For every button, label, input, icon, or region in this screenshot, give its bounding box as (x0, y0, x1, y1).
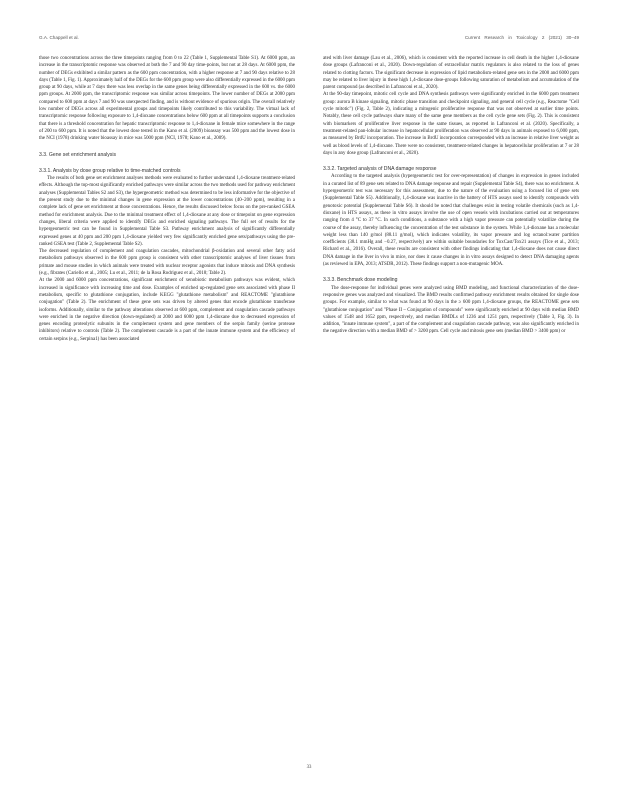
paragraph-gap (323, 157, 579, 166)
body-paragraph: ated with liver damage (Lau et al., 2006), which is consistent with the reported increase in cell death in the higher 1,4-dioxane dose groups (Lafranconi et al., 2020). Down-regulation of extracellular matrix regulators is also related to the loss of genes related to clotting factors. The significant decrease in expression of lipid metabolism-related gene sets in the 2000 and 6000 ppm may be related to liver injury in these high 1,4-dioxane dose-groups following saturation of metabolism and accumulation of the parent compound (as described in Lafranconi et al., 2020). (323, 56, 579, 91)
body-paragraph: At the 90-day timepoint, mitotic cell cycle and DNA synthesis pathways were significantly enriched in the 6000 ppm treatment group: aurora B kinase signaling, mitotic phase transition and checkpoint signaling, and general cell cycle (e.g., Reactome "Cell cycle mitotic") (Fig. 2, Table 2), indicating a mitogenic proliferative response that was not observed at earlier time points. Notably, these cell cycle pathways share many of the same gene members as the cell cycle gene sets (Fig. 2). This is consistent with biomarkers of proliferative liver response in the same tissues, as reported in Lafranconi et al. (2020). Specifically, a treatment-related pan-lobular increase in hepatocellular proliferation was observed at 90 days in animals exposed to 6,000 ppm, as measured by BrdU incorporation. The increase in BrdU incorporation corresponded with an increase in relative liver weight as well as blood levels of 1,4-dioxane. There were no consistent, treatment-related changes in hepatocellular proliferation at 7 or 28 days in any dose group (Lafranconi et al., 2020). (323, 92, 579, 156)
body-paragraph: According to the targeted analysis (hypergeometric test for over-representation) of changes in expression in genes included in a curated list of 89 gene sets related to DNA damage response and repair (Supplemental Table S4), there was no enrichment. A hypergeometric test was necessary for this assessment, due to the nature of the evaluation using a focused list of gene sets (Supplemental Table S5). Additionally, 1,4-dioxane was inactive in the battery of HTS assays used to identify compounds with genotoxic potential (Supplemental Table S6). It should be noted that challenges exist in testing volatile chemicals (such as 1,4-dioxane) in HTS assays, as these in vitro assays involve the use of open vessels with incubations carried out at temperatures ranging from 4 °C to 37 °C. In such conditions, a substance with a high vapor pressure can potentially volatilize during the course of the assay, thereby influencing the concentration of the test substance in the system. While 1,4-dioxane has a molecular weight less than 140 g/mol (88.11 g/mol), which indicates volatility, its vapor pressure and log octanol:water partition coefficients (38.1 mmHg and −0.27, respectively) are within suitable boundaries for ToxCast/Tox21 assays (Tice et al., 2013; Richard et al., 2016). Overall, these results are consistent with other findings indicating that 1,4-dioxane does not cause direct DNA damage in the liver in vivo in mice, nor does it cause changes in in vitro assays designed to detect DNA damaging agents (as reviewed in EPA, 2013; ATSDR, 2012). These findings support a non-mutagenic MOA. (323, 174, 579, 268)
right-text-column (323, 55, 579, 745)
section-heading: 3.3.3. Benchmark dose modeling (323, 277, 398, 284)
left-text-column (39, 55, 295, 745)
section-heading: 3.3.2. Targeted analysis of DNA damage response (323, 166, 437, 173)
paragraph-gap (323, 268, 579, 277)
running-header (39, 35, 579, 45)
paragraph-gap (39, 159, 295, 168)
body-paragraph: At the 2000 and 6000 ppm concentrations, significant enrichment of xenobiotic metabolism pathways was evident, which increased in significance with increasing time and dose. Examples of enriched up-regulated gene sets associated with phase II metabolism, specific to glutathione conjugation, include KEGG "glutathione metabolism" and REACTOME "glutathione conjugation" (Table 2). The enrichment of these gene sets was driven by altered genes that encode glutathione transferase isoforms. Additionally, similar to the pathway alterations observed at 600 ppm, complement and coagulation cascade pathways were enriched in the negative direction (down-regulated) at 2000 and 6000 ppm 1,4-dioxane due to decreased expression of genes encoding proteolytic subunits in the complement system and gene members of the serpin family (serine protease inhibitors) relative to controls (Table 2). The complement cascade is a part of the innate immune system and the efficiency of certain serpins (e.g., Serpina1) has been associated (39, 278, 295, 342)
running-header-authors: G.A. Chappell et al. (39, 35, 79, 40)
body-paragraph: The decreased regulation of complement and coagulation cascades, mitochondrial β-oxidation and several other fatty acid metabolism pathways observed in the 600 ppm group is consistent with other transcriptomic analyses of liver tissues from primate and mouse studies in which animals were treated with nuclear receptor agonists that induce mitosis and DNA synthesis (e.g., fibrates (Cariello et al., 2005; Lu et al., 2011; de la Rosa Rodriguez et al., 2018; Table 2). (39, 249, 295, 277)
running-header-journal: Current Research in Toxicology 2 (2021) 30–49 (464, 35, 579, 40)
page-number: 33 (306, 765, 312, 770)
section-heading: 3.3. Gene set enrichment analysis (39, 151, 117, 158)
body-paragraph: The dose-response for individual genes were analyzed using BMD modeling, and functional characterization of the dose-responsive genes was analyzed and visualized. The BMD results confirmed pathway enrichment results obtained for single dose groups. For example, similar to what was found at 90 days in the ≥ 600 ppm 1,4-dioxane groups, the REACTOME gene sets "glutathione conjugation" and "Phase II – Conjugation of compounds" were significantly enriched at 90 days with median BMD values of 1548 and 1652 ppm, respectively, and median BMDLs of 1236 and 1251 ppm, respectively (Table 3, Fig. 3). In addition, "innate immune system", a part of the complement and coagulation cascade pathway, was also significantly enriched in the negative direction with a median BMD of > 3200 ppm. Cell cycle and mitosis gene sets (median BMD > 3400 ppm) or (323, 285, 579, 335)
body-paragraph: The results of both gene set enrichment analyses methods were evaluated to further understand 1,4-dioxane treatment-related effects. Although the top-most significantly enriched pathways were similar across the two methods used for pathway enrichment analyses (Supplemental Tables S2 and S3), the hypergeometric method was determined to be less informative for the objective of the present study due to the minimal changes in gene expression at the lower concentrations (40–200 ppm), resulting in a complete lack of gene set enrichment at those concentrations. Hence, the results discussed below focus on the pre-ranked GSEA method for enrichment analysis. Due to the minimal treatment effect of 1,4-dioxane at any dose or timepoint on gene expression changes, liberal criteria were applied to identify DEGs and enriched signaling pathways. The full set of results for the hypergeometric test can be found in Supplemental Table S3. Pathway enrichment analysis of significantly differentially expressed genes at 40 ppm and 200 ppm 1,4-dioxane yielded very few significantly enriched gene sets/pathways using the pre-ranked GSEA test (Table 2, Supplemental Table S2). (39, 176, 295, 247)
body-paragraph: those two concentrations across the three timepoints ranging from 0 to 22 (Table 1, Supplemental Table S1). At 6000 ppm, an increase in the transcriptomic response was observed at both the 7 and 90 day time-points, but not at 28 days. At 6000 ppm, the number of DEGs exhibited a similar pattern as the 600 ppm concentration, with a higher response at 7 and 90 days relative to 28 days (Table 1, Fig. 1). Approximately half of the DEGs for the 600 ppm group were also differentially expressed in the 6000 ppm group at 90 days, while at 7 days there was less overlap in the same genes being differentially expressed in the 600 vs. the 6000 ppm groups. At 2000 ppm, the transcriptomic response was similar across timepoints. The lower number of DEGs at 2000 ppm compared to 600 ppm at days 7 and 90 was unexpected finding, and is without evidence of spurious origin. The overall relatively low number of DEGs across all experimental groups and timepoints likely contributed to this variability. The virtual lack of transcriptomic response following exposure to 1,4-dioxane concentrations below 600 ppm at all timepoints supports a conclusion that there is a threshold concentration for hepatic transcriptomic response to 1,4-dioxane in female mice somewhere in the range of 200 to 600 ppm. It is noted that the lowest dose tested in the Kano et al. (2009) bioassay was 500 ppm and the lowest dose in the NCI (1978) drinking water bioassay in mice was 5000 ppm (NCI, 1978; Kano et al., 2009). (39, 56, 295, 142)
paragraph-gap (39, 143, 295, 152)
section-heading: 3.3.1. Analysis by dose group relative to time-matched controls (39, 167, 181, 174)
